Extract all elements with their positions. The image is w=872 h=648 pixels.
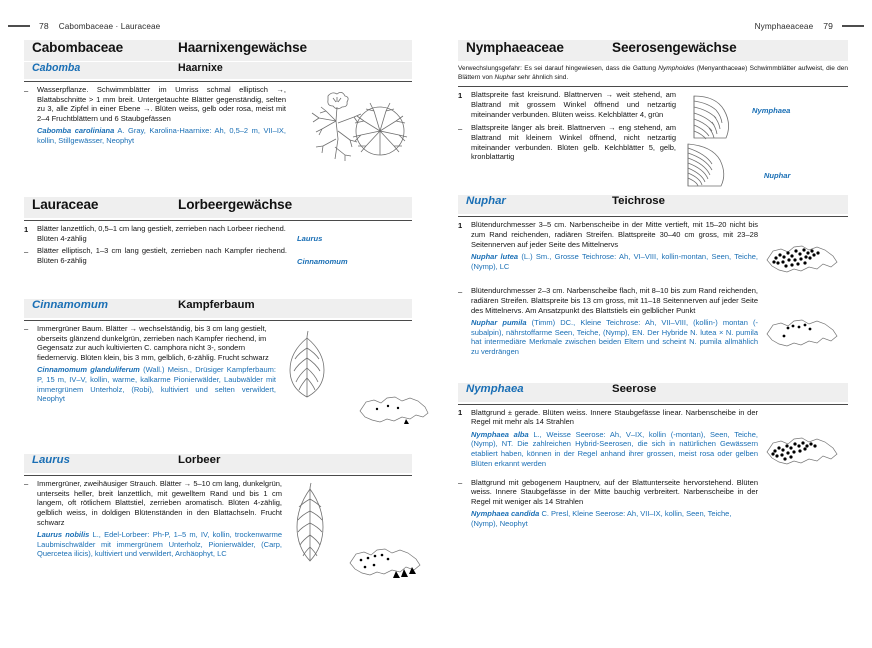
key-entry (458, 123, 676, 162)
genus-german-name: Kampferbaum (178, 298, 255, 311)
genus-german-name: Seerose (612, 382, 657, 395)
entry-text: Blattspreite länger als breit. Blattnerven → eng stehend, am Blattrand mit kleinem Winkel öffnend, nicht netzartig miteinander verbunden. Blüten gelb. Kelchblätter 5, gelb, kronblattartig (471, 123, 676, 162)
entry-row (458, 220, 848, 282)
map-nuphar-pumila (762, 312, 842, 356)
family-german-name: Lorbeergewächse (178, 197, 293, 212)
section-laurus (24, 454, 412, 585)
section-nuphar (458, 195, 848, 359)
divider (24, 475, 412, 476)
note-genus-nuphar: Nuphar (494, 73, 516, 81)
species-scientific-name: Nymphaea candida (471, 509, 540, 519)
family-key-block (458, 90, 848, 188)
note-middle: (Menyanthaceae) Schwimmblätter aufweist, die den Blättern von (458, 65, 848, 81)
genus-german-name: Lorbeer (178, 453, 221, 466)
family-scientific-name: Cabombaceae (32, 40, 124, 55)
section-cabombaceae (24, 40, 412, 165)
entry-text: Wasserpflanze. Schwimmblätter im Umriss schmal elliptisch →, Blattabschnitte > 1 mm breit. Untergetauchte Blätter gegenständig, selten zu 3, alle Zipfel in einer Ebene →. Blüten weiss, gelb oder rosa, meist mit 2–4 Fruchtblättern und 6 Staubgefässen (37, 85, 286, 124)
species-line (37, 126, 286, 145)
key-entry (24, 246, 412, 265)
entry-lead: – (458, 123, 463, 133)
section-nymphaea (458, 383, 848, 529)
family-scientific-name: Lauraceae (32, 197, 99, 212)
entry-lead: – (24, 85, 29, 95)
divider (458, 86, 848, 87)
key-target-genus[interactable]: Cinnamomum (297, 256, 348, 266)
family-band-cabombaceae (24, 40, 412, 61)
entry-lead: 1 (24, 224, 29, 234)
page-right (436, 0, 872, 648)
entry-text: Blütendurchmesser 2–3 cm. Narbenscheibe flach, mit 8–10 bis zum Rand reichenden, radiären Streifen. Blattspreite bis 13 cm gross, mit 11–18 Seitennerven auf jeder Seite des Mittelnervs. Am Ansatzpunkt des Blattstiels ein gelblicher Punkt (471, 286, 758, 315)
key-entry (458, 408, 758, 469)
species-scientific-name: Nuphar pumila (471, 317, 527, 327)
divider (458, 404, 848, 405)
genus-band-cabomba (24, 62, 412, 79)
entry-text: Blätter lanzettlich, 0,5–1 cm lang gestielt, zerrieben nach Lorbeer riechend. Blüten 4-zählig (37, 224, 286, 243)
entry-text: Immergrüner, zweihäusiger Strauch. Blätter → 5–10 cm lang, dunkelgrün, unterseits heller, breit lanzettlich, mit gewelltem Rand und bis 1 cm langem, oft rötlichem Blattstiel, zerrieben aromatisch. Blüten 4-zählig, gelblich weiss, in doldigen Blütenständen in den Blattachseln. Frucht schwarz (37, 478, 282, 527)
divider (24, 220, 412, 221)
entry-lead: 1 (458, 90, 463, 100)
genus-scientific-name: Cabomba (32, 62, 81, 74)
species-details: (L.) Sm., Grosse Teichrose: Ah, VI–VIII, kollin-montan, Seen, Teiche, (Nymp), LC (471, 251, 758, 271)
entry-row (458, 408, 848, 474)
note-prefix: Verwechslungsgefahr: Es sei darauf hingewiesen, dass die Gattung (458, 65, 659, 72)
species-scientific-name: Laurus nobilis (37, 529, 90, 539)
species-scientific-name: Nuphar lutea (471, 251, 519, 261)
map-laurus-nobilis (344, 541, 412, 585)
species-scientific-name: Cabomba caroliniana (37, 126, 115, 136)
species-line (471, 509, 758, 528)
running-head-text-left: Cabombaceae · Lauraceae (58, 21, 161, 31)
map-nymphaea-alba (762, 430, 842, 474)
species-scientific-name: Nymphaea alba (471, 429, 529, 439)
key-entry (24, 224, 412, 243)
key-target-genus[interactable]: Nuphar (763, 171, 791, 181)
entry-lead: – (458, 478, 463, 488)
entry-lead: 1 (458, 220, 463, 230)
illustration-cabomba-plant (292, 87, 410, 165)
entry-text: Blütendurchmesser 3–5 cm. Narbenscheibe in der Mitte vertieft, mit 15–20 nicht bis zum Rand reichenden, radiären Streifen. Blattspreite 30–40 cm gross, mit 23–28 Seitennerven auf jeder Seite des Mittelnervs (471, 220, 758, 249)
key-entry (458, 220, 758, 271)
illustration-laurus-leaf (288, 481, 334, 567)
running-head-text-right: Nymphaeaceae (754, 21, 814, 31)
species-details: A. Gray, Karolina-Haarnixe: Ah, 0,5–2 m, VII–IX, kollin, Stillgewässer, Neophyt (37, 126, 286, 146)
species-details: L., Weisse Seerose: Ah, V–IX, kollin (-montan), Seen, Teiche, (Nymp), NT. Die zahlreichen Hybrid-Seerosen, die sich in natürlichen Gewässern etabliert haben, können in der Regel anhand ihrer grossen, meist rosa oder gelben Blüten erkannt werden (471, 429, 758, 468)
family-german-name: Haarnixengewächse (178, 40, 308, 55)
family-band-lauraceae (24, 197, 412, 218)
note-genus-nymphoides: Nymphoides (658, 65, 695, 72)
species-line (471, 252, 758, 271)
species-details: C. Presl, Kleine Seerose: Ah, VII–IX, kollin, Seen, Teiche, (Nymp), Neophyt (471, 509, 732, 528)
note-suffix: sehr ähnlich sind. (515, 73, 569, 81)
entry-row (458, 286, 848, 359)
entry-lead: – (24, 246, 29, 256)
key-entry (24, 85, 286, 146)
page-number-right: 79 (823, 21, 833, 31)
entry-text: Immergrüner Baum. Blätter → wechselständig, bis 3 cm lang gestielt, oberseits glänzend dunkelgrün, zerrieben nach Kampfer riechend, im Gegensatz zur auch kultivierten C. camphora nicht 3-, sondern fiedernervig. Blüten klein, bis 3 mm, gelblich, 6-zählig. Frucht schwarz (37, 323, 269, 362)
species-details: (Timm) DC., Kleine Teichrose: Ah, VII–VIII, (kollin-) montan (-subalpin), nährstoffarme Seen, Teiche, (Nymp), EN. Der Hybride N. lutea × N. pumila hat intermediäre Merkmale zwischen beiden Eltern und scheint N. pumila allmählich zu verdrängen (471, 317, 758, 356)
running-head-rule (8, 25, 30, 26)
genus-band-laurus (24, 454, 412, 473)
key-entry (458, 478, 758, 529)
genus-german-name: Teichrose (612, 195, 665, 208)
divider (24, 81, 412, 82)
divider (458, 216, 848, 217)
section-lauraceae (24, 197, 412, 266)
genus-band-nuphar (458, 195, 848, 214)
map-nuphar-lutea (762, 238, 842, 282)
species-line (471, 430, 758, 469)
family-scientific-name: Nymphaeaceae (466, 40, 564, 55)
key-entry (24, 324, 276, 404)
species-line (37, 530, 282, 559)
family-band-nymphaeaceae (458, 40, 848, 61)
genus-scientific-name: Cinnamomum (32, 298, 108, 311)
genus-scientific-name: Nymphaea (466, 382, 524, 395)
entry-text: Blattgrund mit gebogenem Hauptnerv, auf der Blattunterseite hervorstehend. Blüten weiss. Innere Staubgefässe in der Mitte bauchig verbreitert. Narbenscheibe in der Regel mit weniger als 14 Strahlen (471, 477, 758, 507)
running-head-left (24, 20, 412, 32)
genus-german-name: Haarnixe (178, 62, 223, 74)
species-details: L., Edel-Lorbeer: Ph-P, 1–5 m, IV, kollin, trockenwarme Laubmischwälder mit immergrünem Unterholz, Pionierwälder, (Carp, Quercetea ilicis), kultiviert und verwildert, Archäophyt, LC (37, 529, 282, 559)
entry-lead: – (24, 479, 29, 489)
confusion-warning-note (458, 65, 848, 82)
entry-text: Blattgrund ± gerade. Blüten weiss. Innere Staubgefässe linear. Narbenscheibe in der Regel mit mehr als 14 Strahlen (471, 407, 758, 427)
map-cinnamomum-glanduliferum (354, 389, 412, 431)
key-entry (458, 286, 758, 356)
entry-lead: – (24, 324, 29, 334)
entry-lead: 1 (458, 408, 463, 418)
entry-text: Blattspreite fast kreisrund. Blattnerven → weit stehend, am Blattrand mit grossem Winkel öffnend und netzartig miteinander verbunden. Blüten weiss. Kelchblätter 4, grün (471, 90, 676, 119)
running-head-right (458, 20, 848, 32)
key-target-genus[interactable]: Laurus (297, 234, 323, 244)
key-entry (458, 90, 676, 119)
entry-row (24, 85, 412, 165)
illustration-leaf-venation-pair (682, 92, 748, 188)
section-cinnamomum (24, 299, 412, 431)
genus-band-nymphaea (458, 383, 848, 402)
key-entry (24, 479, 282, 559)
running-head-rule (842, 25, 864, 26)
page-number-left: 78 (39, 21, 49, 31)
entry-text: Blätter elliptisch, 1–3 cm lang gestielt, zerrieben nach Kampfer riechend. Blüten 6-zählig (37, 246, 287, 266)
key-target-genus[interactable]: Nymphaea (752, 106, 791, 116)
genus-scientific-name: Nuphar (466, 195, 506, 208)
genus-scientific-name: Laurus (32, 453, 70, 466)
entry-lead: – (458, 286, 463, 296)
species-scientific-name: Cinnamomum glanduliferum (37, 365, 140, 375)
species-details: (Wall.) Meisn., Drüsiger Kampferbaum: P, 15 m, IV–V, kollin, warme, kalkarme Pionierwälder, Laubwälder mit immergrünem Unterholz, (Robi), kultiviert und selten verwildert, Neophyt (37, 365, 276, 404)
species-line (471, 318, 758, 357)
family-german-name: Seerosengewächse (612, 40, 737, 55)
genus-band-cinnamomum (24, 299, 412, 318)
species-line (37, 365, 276, 404)
divider (24, 320, 412, 321)
illustration-cinnamomum-leaf (280, 328, 336, 402)
